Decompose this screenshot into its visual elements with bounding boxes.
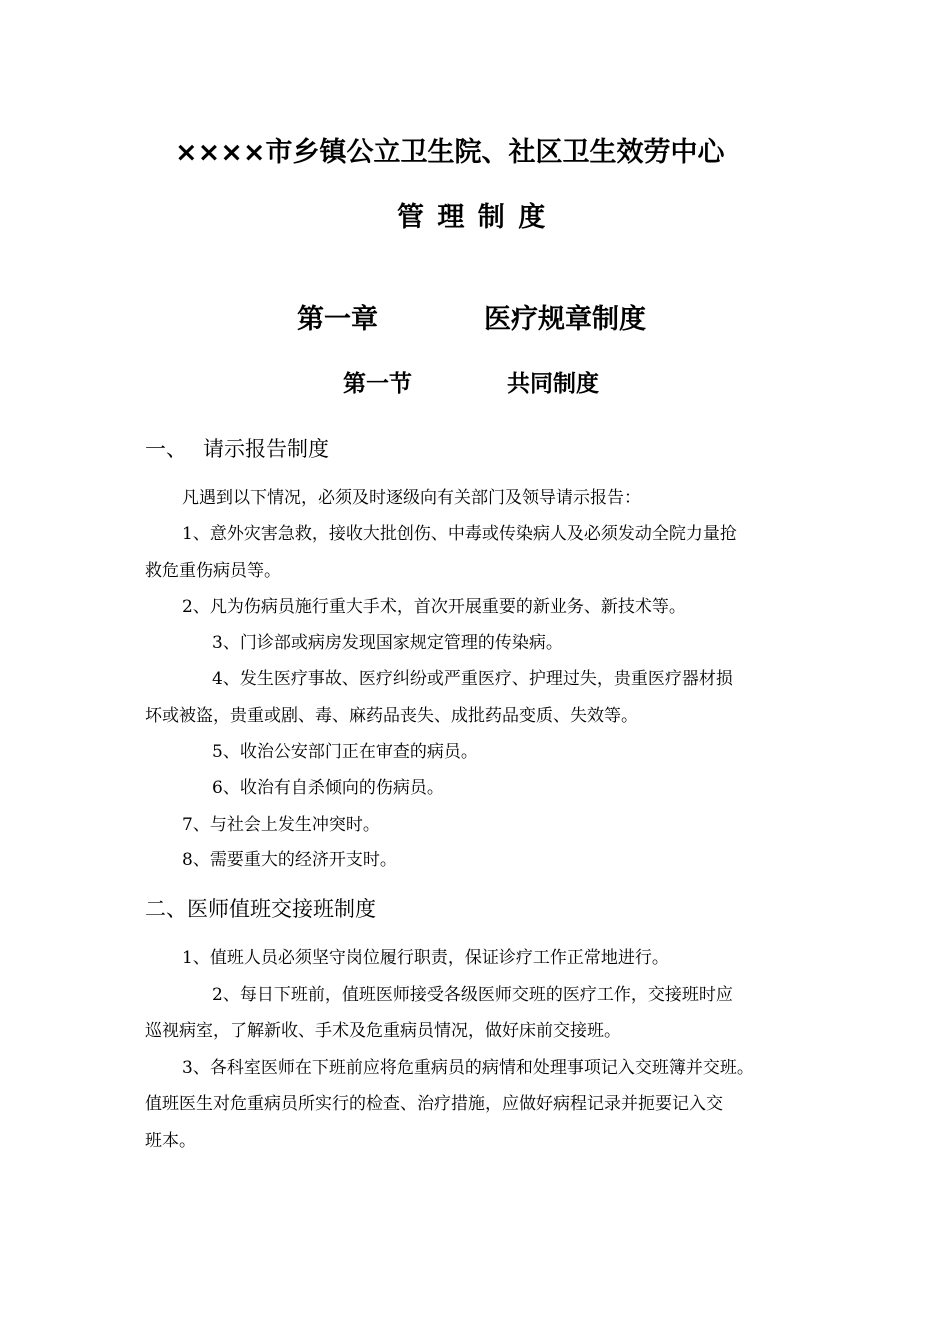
paragraph-line: 1、值班人员必须坚守岗位履行职责，保证诊疗工作正常地进行。 <box>182 948 669 968</box>
part1-heading-number: 一、 <box>145 437 187 461</box>
document-title: ××××市乡镇公立卫生院、社区卫生效劳中心 <box>175 137 725 168</box>
paragraph-line: 6、收治有自杀倾向的伤病员。 <box>212 778 444 798</box>
chapter-number: 第一章 <box>297 304 378 335</box>
paragraph-line: 2、凡为伤病员施行重大手术，首次开展重要的新业务、新技术等。 <box>182 597 686 617</box>
paragraph-line: 3、各科室医师在下班前应将危重病员的病情和处理事项记入交班簿并交班。 <box>182 1058 754 1078</box>
paragraph-line: 值班医生对危重病员所实行的检查、治疗措施，应做好病程记录并扼要记入交 <box>145 1094 723 1114</box>
paragraph-line: 救危重伤病员等。 <box>145 561 281 581</box>
paragraph-line: 3、门诊部或病房发现国家规定管理的传染病。 <box>212 633 563 653</box>
paragraph-line: 7、与社会上发生冲突时。 <box>182 815 380 835</box>
chapter-name: 医疗规章制度 <box>484 304 646 335</box>
paragraph-line: 坏或被盗，贵重或剧、毒、麻药品丧失、成批药品变质、失效等。 <box>145 706 638 726</box>
part1-heading: 请示报告制度 <box>203 437 329 461</box>
paragraph-line: 1、意外灾害急救，接收大批创伤、中毒或传染病人及必须发动全院力量抢 <box>182 524 737 544</box>
paragraph-line: 班本。 <box>145 1131 196 1151</box>
section-number: 第一节 <box>343 371 412 397</box>
section-name: 共同制度 <box>507 371 599 397</box>
paragraph-line: 2、每日下班前，值班医师接受各级医师交班的医疗工作，交接班时应 <box>212 985 733 1005</box>
paragraph-line: 凡遇到以下情况，必须及时逐级向有关部门及领导请示报告： <box>182 488 641 508</box>
paragraph-line: 4、发生医疗事故、医疗纠纷或严重医疗、护理过失，贵重医疗器材损 <box>212 669 733 689</box>
paragraph-line: 8、需要重大的经济开支时。 <box>182 850 397 870</box>
document-subtitle: 管 理 制 度 <box>397 202 548 233</box>
part2-heading: 二、医师值班交接班制度 <box>145 897 376 921</box>
paragraph-line: 巡视病室，了解新收、手术及危重病员情况，做好床前交接班。 <box>145 1021 621 1041</box>
paragraph-line: 5、收治公安部门正在审查的病员。 <box>212 742 478 762</box>
